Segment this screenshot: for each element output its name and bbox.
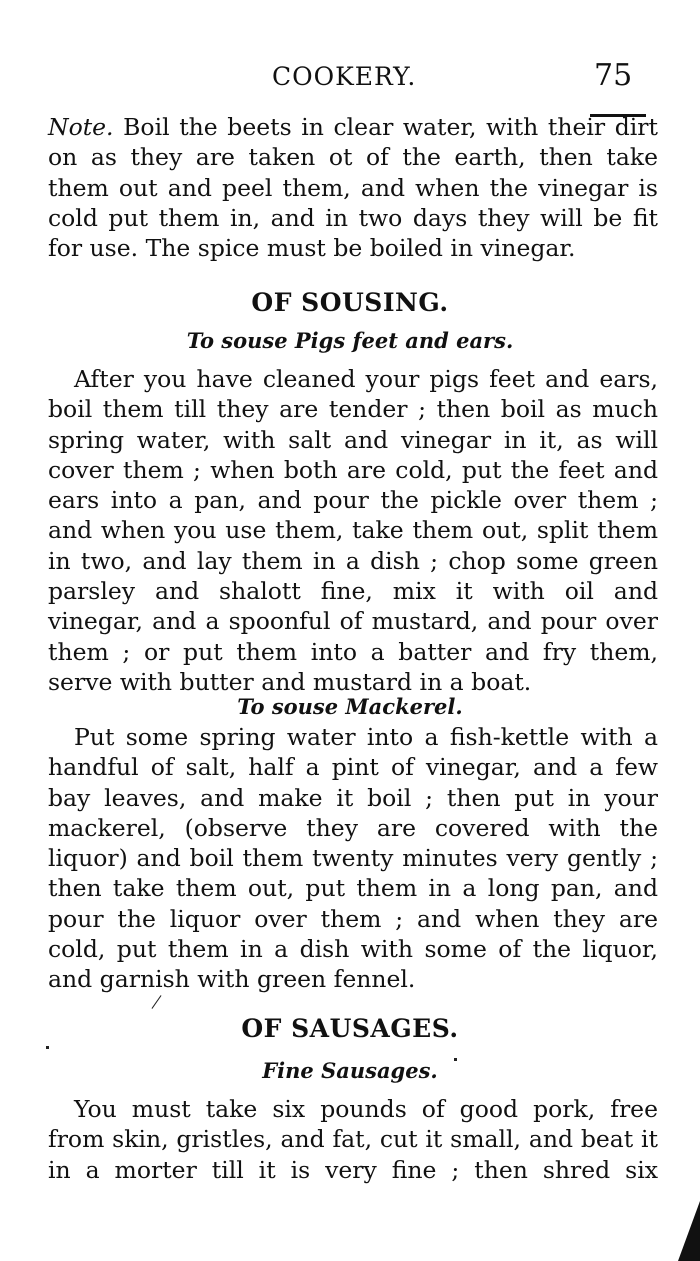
recipe-text-pigs-feet: After you have cleaned your pigs feet and ears, boil them till they are tender ; then boil as much spring water, with salt and vinegar in it, as will cover them ; when both are cold, put the feet and ears into a pan, and pour the pickle over them ; and when you use them, take them out, split them in two, and lay them in a dish ; chop some green parsley and shalott fine, mix it with oil and vinegar, and a spoonful of mustard, and pour over them ; or put them into a batter and fry them, serve with butter and mustard in a boat. <box>48 365 658 696</box>
recipe-title-pigs-feet: To souse Pigs feet and ears. <box>186 328 514 353</box>
page-number: 75 <box>594 58 633 93</box>
ink-speck <box>152 995 162 1009</box>
note-label: Note. <box>48 113 114 141</box>
recipe-title-fine-sausages: Fine Sausages. <box>262 1058 438 1083</box>
section-heading-sausages: OF SAUSAGES. <box>241 1014 459 1043</box>
ink-speck <box>46 1046 49 1049</box>
recipe-text-mackerel: Put some spring water into a fish-kettle with a handful of salt, half a pint of vinegar, and a few bay leaves, and make it boil ; then put in your mackerel, (observe they are covered with the liquor) and boil them twenty minutes very gently ; then take them out, put them in a long pan, and pour the liquor over them ; and when they are cold, put them in a dish with some of the liquor, and garnish with green fennel. <box>48 723 658 994</box>
recipe-title-mackerel: To souse Mackerel. <box>237 694 463 719</box>
running-title: COOKERY. <box>272 62 417 91</box>
note-text: Boil the beets in clear water, with their dirt on as they are taken ot of the earth, then take them out and peel them, and when the vinegar is cold put them in, and in two days they will be fit for use. The spice must be boiled in vinegar. <box>48 113 658 263</box>
section-heading-sousing: OF SOUSING. <box>251 288 449 317</box>
ink-speck <box>454 1058 457 1061</box>
page-edge-shadow <box>678 1201 700 1261</box>
note-paragraph <box>48 112 658 263</box>
running-head <box>0 58 700 102</box>
recipe-text-fine-sausages: You must take six pounds of good pork, free from skin, gristles, and fat, cut it small, and beat it in a morter till it is very fine ; then shred six <box>48 1095 658 1184</box>
